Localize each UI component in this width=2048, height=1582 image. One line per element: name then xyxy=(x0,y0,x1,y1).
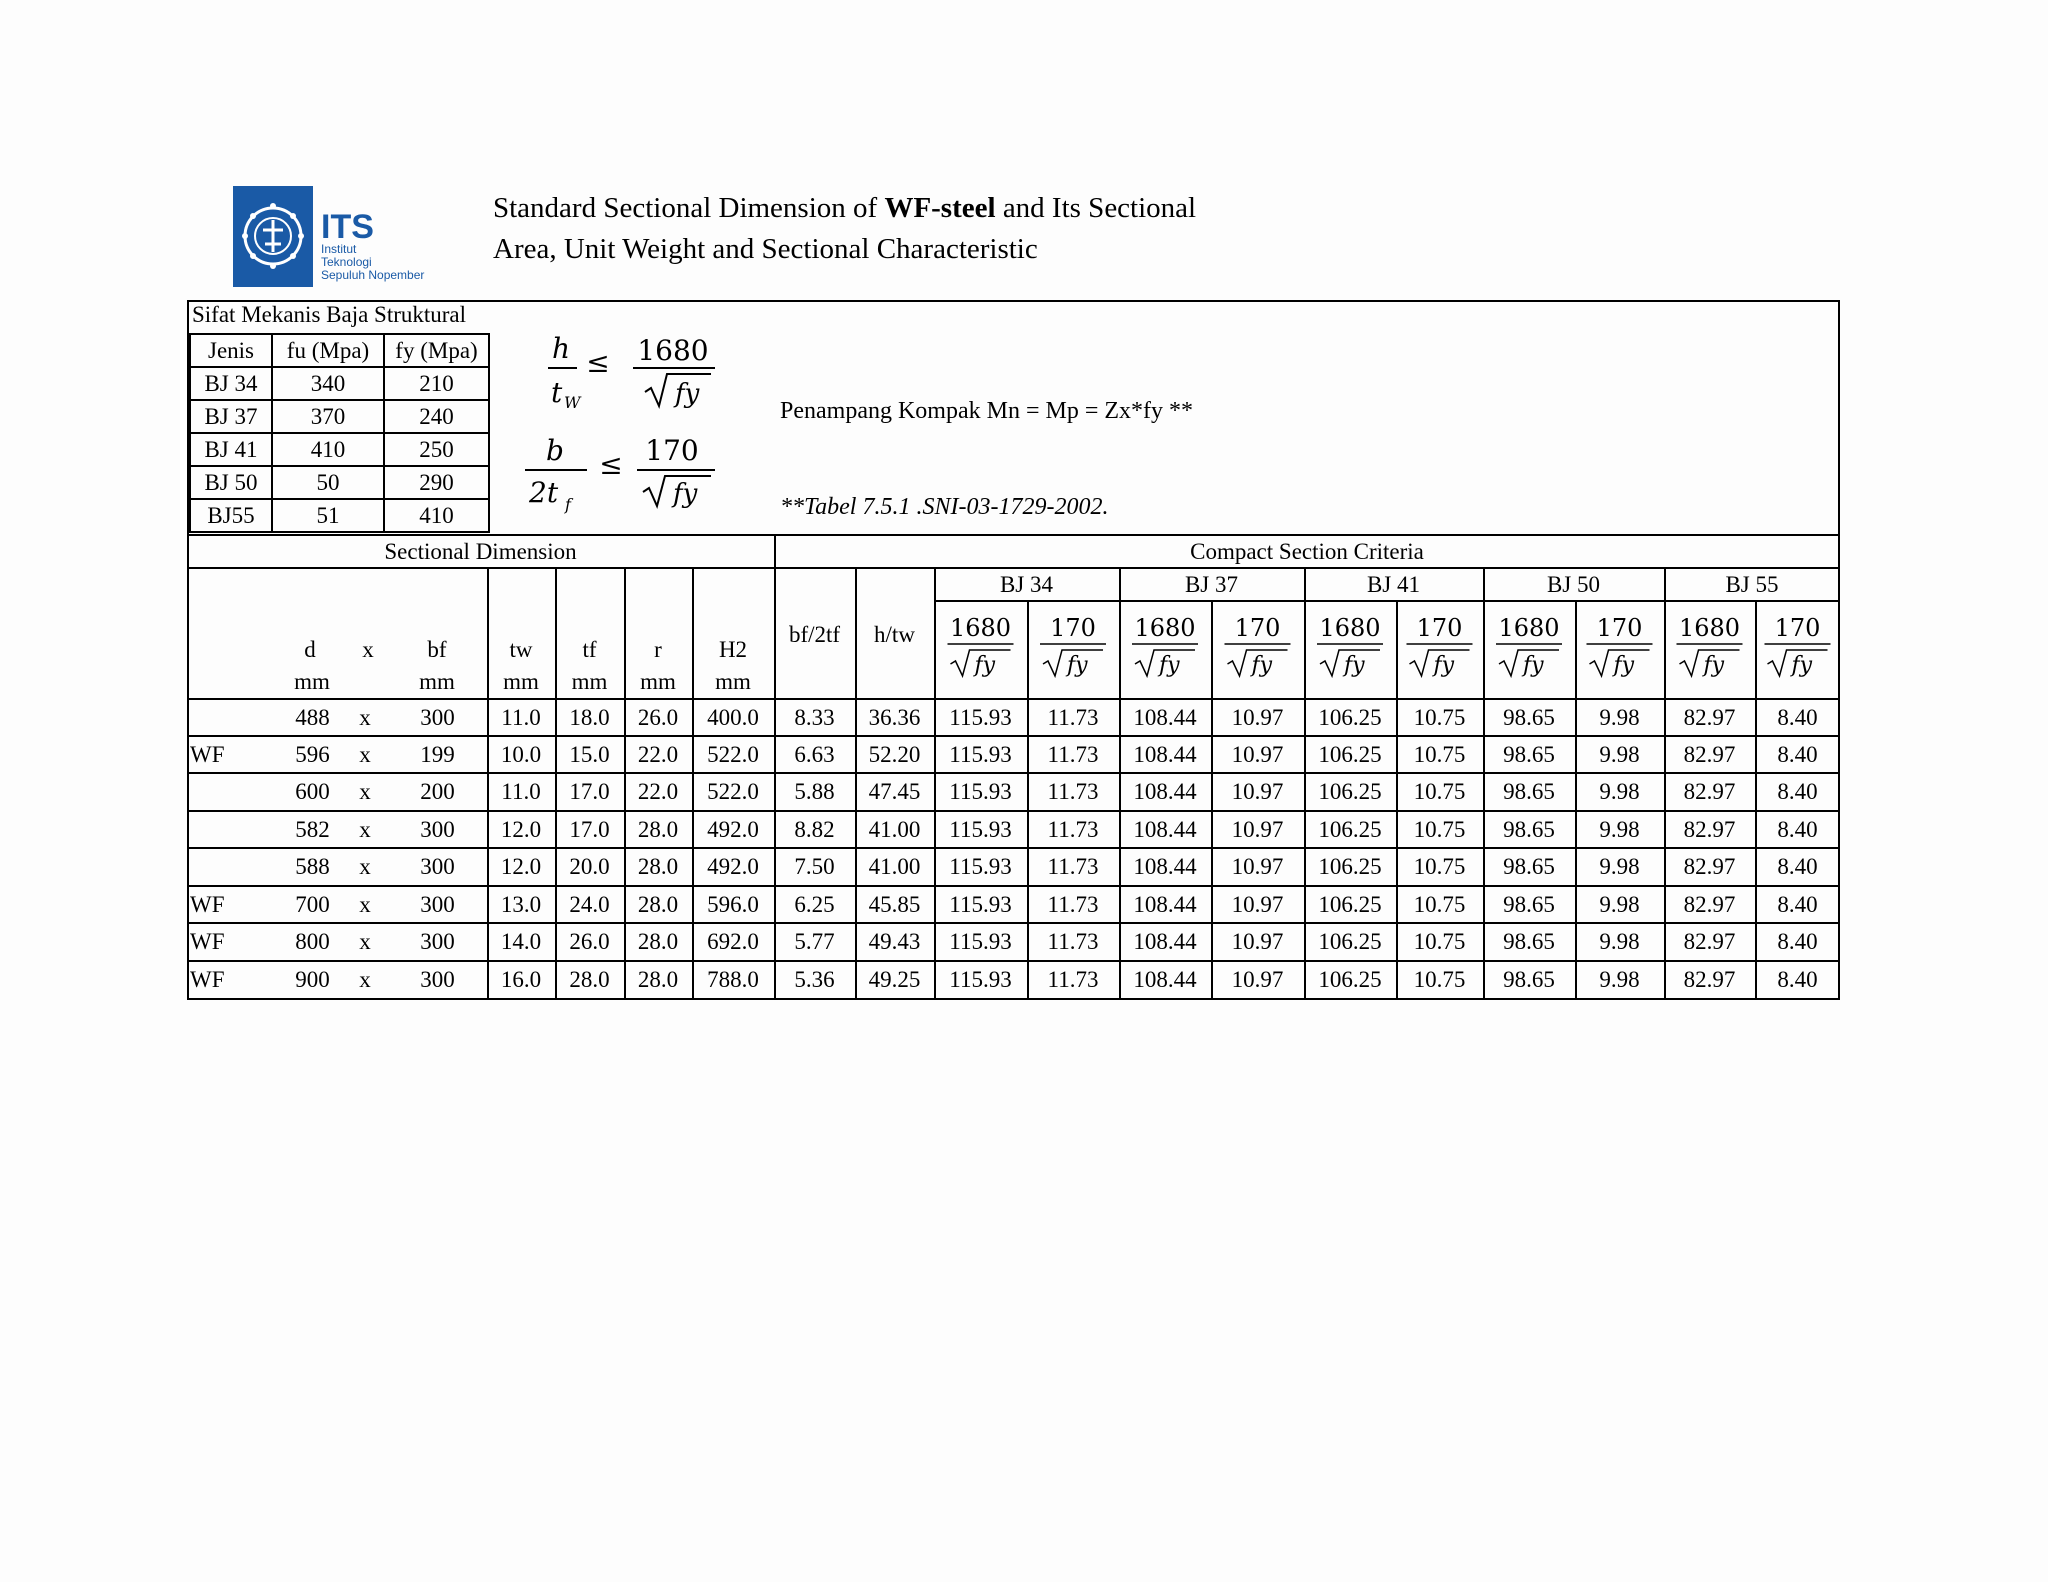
table-cell: 6.25 xyxy=(794,892,835,917)
table-cell: 300 xyxy=(420,817,455,842)
table-cell: 108.44 xyxy=(1133,929,1197,954)
table-cell: 9.98 xyxy=(1599,817,1640,842)
section-type xyxy=(190,774,270,810)
properties-header: fy (Mpa) xyxy=(384,334,489,367)
table-cell: 10.97 xyxy=(1231,742,1284,767)
table-cell: 9.98 xyxy=(1599,779,1640,804)
table-cell: 10.75 xyxy=(1413,854,1466,879)
table-cell: 10.0 xyxy=(500,742,542,767)
table-cell: x xyxy=(359,929,371,954)
table-cell: 300 xyxy=(420,892,455,917)
table-cell: 49.43 xyxy=(868,929,921,954)
sectional-dimension-title: Sectional Dimension xyxy=(384,539,577,564)
table-cell: 6.63 xyxy=(794,742,835,767)
table-cell: x xyxy=(359,854,371,879)
table-cell: 16.0 xyxy=(500,967,542,992)
table-cell: 82.97 xyxy=(1683,742,1736,767)
table-cell: 300 xyxy=(420,854,455,879)
section-type xyxy=(190,849,270,885)
f2-constant: 170 xyxy=(645,434,699,467)
table-cell: 8.40 xyxy=(1777,854,1818,879)
table-cell: 10.97 xyxy=(1231,967,1284,992)
table-cell: 11.73 xyxy=(1047,892,1099,917)
properties-row xyxy=(190,367,489,400)
f1-constant: 1680 xyxy=(637,334,709,367)
table-cell: 106.25 xyxy=(1318,854,1382,879)
title-bold: WF-steel xyxy=(884,192,996,224)
table-cell: 522.0 xyxy=(707,779,759,804)
table-cell: 115.93 xyxy=(949,929,1012,954)
table-cell: 115.93 xyxy=(949,742,1012,767)
criteria-fraction-header xyxy=(1304,604,1396,694)
criteria-fraction-header xyxy=(1396,604,1483,694)
table-cell: 106.25 xyxy=(1318,742,1382,767)
table-cell: 28.0 xyxy=(637,817,679,842)
table-cell: 108.44 xyxy=(1133,854,1197,879)
header-bf2tf: bf/2tf xyxy=(788,622,841,647)
header-x: x xyxy=(362,637,374,662)
title-part1: Standard Sectional Dimension of xyxy=(493,192,885,224)
criteria-fraction-header xyxy=(1755,604,1840,694)
properties-cell: 290 xyxy=(384,466,489,499)
table-cell: 9.98 xyxy=(1599,854,1640,879)
properties-header: Jenis xyxy=(190,334,272,367)
fraction-root: fy xyxy=(1344,653,1365,678)
fraction-root: fy xyxy=(1703,653,1725,678)
document-title xyxy=(493,188,1196,270)
table-cell: 82.97 xyxy=(1683,705,1736,730)
table-cell: 17.0 xyxy=(569,817,610,842)
f1-denominator: t xyxy=(551,376,563,409)
properties-cell: 250 xyxy=(384,433,489,466)
table-cell: 18.0 xyxy=(569,705,610,730)
header-htw: h/tw xyxy=(874,622,915,647)
table-cell: 26.0 xyxy=(637,705,679,730)
table-cell: 10.75 xyxy=(1413,705,1466,730)
table-cell: 9.98 xyxy=(1599,929,1640,954)
fraction-root: fy xyxy=(1433,653,1455,678)
table-cell: 98.65 xyxy=(1503,854,1555,879)
table-cell: 11.73 xyxy=(1047,817,1099,842)
compact-section-note: Penampang Kompak Mn = Mp = Zx*fy ** xyxy=(780,398,1194,424)
logo-line3: Sepuluh Nopember xyxy=(321,268,425,282)
table-cell: x xyxy=(359,705,371,730)
table-cell: x xyxy=(359,779,371,804)
table-cell: 106.25 xyxy=(1318,967,1382,992)
title-part2: and Its Sectional xyxy=(995,192,1197,224)
table-cell: 41.00 xyxy=(868,854,921,879)
criteria-fraction-header xyxy=(1664,604,1755,694)
table-cell: 115.93 xyxy=(949,854,1012,879)
section-type: WF xyxy=(190,892,225,917)
table-cell: 5.77 xyxy=(794,929,835,954)
fraction-numerator: 1680 xyxy=(1134,614,1196,642)
table-cell: 98.65 xyxy=(1503,779,1555,804)
table-cell: 28.0 xyxy=(637,892,679,917)
table-cell: 12.0 xyxy=(500,854,542,879)
fraction-numerator: 170 xyxy=(1774,614,1821,642)
properties-cell: 370 xyxy=(272,400,384,433)
table-cell: 596.0 xyxy=(707,892,759,917)
fraction-numerator: 170 xyxy=(1234,614,1281,642)
table-cell: 98.65 xyxy=(1503,817,1555,842)
compact-criteria-title: Compact Section Criteria xyxy=(1190,539,1424,564)
table-cell: 10.75 xyxy=(1413,779,1466,804)
fraction-numerator: 1680 xyxy=(949,614,1012,642)
table-cell: 12.0 xyxy=(500,817,542,842)
table-cell: 82.97 xyxy=(1683,967,1736,992)
grade-label: BJ 34 xyxy=(999,572,1054,597)
table-cell: 788.0 xyxy=(707,967,759,992)
table-cell: 300 xyxy=(420,705,455,730)
grade-label: BJ 37 xyxy=(1184,572,1239,597)
table-cell: 115.93 xyxy=(949,967,1012,992)
table-cell: x xyxy=(359,817,371,842)
f1-root: fy xyxy=(675,379,700,409)
unit-label: mm xyxy=(419,669,455,694)
table-cell: 108.44 xyxy=(1133,892,1197,917)
properties-row xyxy=(190,400,489,433)
fraction-root: fy xyxy=(1791,653,1813,678)
table-cell: 692.0 xyxy=(707,929,759,954)
properties-cell: BJ55 xyxy=(190,499,272,532)
fraction-root: fy xyxy=(1523,653,1544,678)
table-cell: 5.88 xyxy=(794,779,835,804)
row-divider xyxy=(187,998,1840,1000)
section-type: WF xyxy=(190,967,225,992)
f1-numerator: h xyxy=(551,332,571,365)
table-cell: 98.65 xyxy=(1503,742,1555,767)
table-cell: 106.25 xyxy=(1318,705,1382,730)
properties-cell: BJ 37 xyxy=(190,400,272,433)
flange-slenderness-formula xyxy=(515,430,725,516)
table-cell: 13.0 xyxy=(500,892,542,917)
header-bf: bf xyxy=(427,637,447,662)
table-cell: 10.75 xyxy=(1413,892,1466,917)
properties-row xyxy=(190,433,489,466)
table-cell: 7.50 xyxy=(794,854,835,879)
table-cell: 492.0 xyxy=(707,817,759,842)
table-cell: 8.40 xyxy=(1777,892,1818,917)
table-cell: 9.98 xyxy=(1599,892,1640,917)
table-cell: 45.85 xyxy=(868,892,921,917)
table-cell: 11.73 xyxy=(1047,779,1099,804)
section-type: WF xyxy=(190,929,225,954)
fraction-numerator: 1680 xyxy=(1678,614,1741,642)
properties-cell: 210 xyxy=(384,367,489,400)
properties-cell: 340 xyxy=(272,367,384,400)
properties-table xyxy=(189,333,490,533)
table-cell: 82.97 xyxy=(1683,892,1736,917)
table-cell: 82.97 xyxy=(1683,854,1736,879)
section-type xyxy=(190,700,270,735)
table-cell: 106.25 xyxy=(1318,779,1382,804)
table-cell: 10.97 xyxy=(1231,854,1284,879)
criteria-fraction-header xyxy=(1211,604,1304,694)
table-cell: 700 xyxy=(295,892,330,917)
table-cell: 10.97 xyxy=(1231,817,1284,842)
f2-root: fy xyxy=(673,479,698,509)
table-cell: 82.97 xyxy=(1683,929,1736,954)
table-cell: x xyxy=(359,967,371,992)
properties-cell: 410 xyxy=(384,499,489,532)
properties-cell: 410 xyxy=(272,433,384,466)
table-cell: 28.0 xyxy=(637,967,679,992)
properties-cell: 240 xyxy=(384,400,489,433)
table-cell: 28.0 xyxy=(569,967,610,992)
table-cell: 52.20 xyxy=(868,742,921,767)
table-cell: 400.0 xyxy=(707,705,759,730)
table-cell: 10.97 xyxy=(1231,779,1284,804)
fraction-root: fy xyxy=(1251,653,1273,678)
title-line2: Area, Unit Weight and Sectional Characteristic xyxy=(493,233,1038,265)
table-cell: 108.44 xyxy=(1133,742,1197,767)
table-cell: 522.0 xyxy=(707,742,759,767)
logo-line2: Teknologi xyxy=(321,255,372,269)
table-cell: 11.73 xyxy=(1047,742,1099,767)
table-cell: 108.44 xyxy=(1133,817,1197,842)
unit-label: mm xyxy=(294,669,330,694)
properties-row xyxy=(190,499,489,532)
table-cell: 300 xyxy=(420,929,455,954)
fraction-numerator: 170 xyxy=(1416,614,1463,642)
criteria-fraction-header xyxy=(1483,604,1575,694)
table-cell: 8.40 xyxy=(1777,929,1818,954)
table-cell: 11.73 xyxy=(1047,967,1099,992)
table-cell: 24.0 xyxy=(569,892,610,917)
table-cell: 10.75 xyxy=(1413,742,1466,767)
grade-header-divider xyxy=(934,600,1840,602)
table-cell: 8.40 xyxy=(1777,742,1818,767)
properties-title: Sifat Mekanis Baja Struktural xyxy=(192,302,467,327)
table-cell: 9.98 xyxy=(1599,705,1640,730)
table-cell: 8.40 xyxy=(1777,779,1818,804)
properties-cell: BJ 34 xyxy=(190,367,272,400)
table-cell: x xyxy=(359,892,371,917)
table-cell: 600 xyxy=(295,779,330,804)
table-cell: 582 xyxy=(295,817,330,842)
table-cell: 10.75 xyxy=(1413,967,1466,992)
section-type xyxy=(190,812,270,847)
table-cell: 26.0 xyxy=(569,929,610,954)
grade-label: BJ 55 xyxy=(1725,572,1779,597)
table-cell: 115.93 xyxy=(949,892,1012,917)
table-cell: 596 xyxy=(295,742,330,767)
fraction-numerator: 1680 xyxy=(1498,614,1560,642)
table-cell: 41.00 xyxy=(868,817,921,842)
table-cell: 8.40 xyxy=(1777,705,1818,730)
table-cell: 115.93 xyxy=(949,705,1012,730)
table-cell: 10.97 xyxy=(1231,929,1284,954)
table-cell: 11.73 xyxy=(1047,705,1099,730)
unit-label: mm xyxy=(503,669,539,694)
table-cell: 82.97 xyxy=(1683,817,1736,842)
table-cell: 82.97 xyxy=(1683,779,1736,804)
unit-label: mm xyxy=(715,669,751,694)
table-cell: 98.65 xyxy=(1503,929,1555,954)
logo-line1: Institut xyxy=(321,242,357,256)
table-cell: 11.73 xyxy=(1047,854,1099,879)
table-cell: 20.0 xyxy=(569,854,610,879)
criteria-fraction-header xyxy=(1575,604,1664,694)
table-cell: 200 xyxy=(420,779,455,804)
table-cell: 10.97 xyxy=(1231,705,1284,730)
table-cell: 10.97 xyxy=(1231,892,1284,917)
its-logo xyxy=(233,186,448,287)
table-cell: 98.65 xyxy=(1503,705,1555,730)
table-cell: 106.25 xyxy=(1318,929,1382,954)
header-tf: tf xyxy=(582,637,597,662)
standard-reference: **Tabel 7.5.1 .SNI-03-1729-2002. xyxy=(780,494,1109,520)
table-cell: 108.44 xyxy=(1133,967,1197,992)
fraction-numerator: 170 xyxy=(1050,614,1096,642)
properties-cell: BJ 50 xyxy=(190,466,272,499)
table-cell: 5.36 xyxy=(794,967,835,992)
table-cell: 492.0 xyxy=(707,854,759,879)
logo-brand: ITS xyxy=(321,208,374,246)
grade-label: BJ 50 xyxy=(1546,572,1601,597)
header-d: d xyxy=(304,637,316,662)
section-type: WF xyxy=(190,742,225,767)
header-r: r xyxy=(654,637,662,662)
header-h2: H2 xyxy=(718,637,748,662)
f2-den-sub: f xyxy=(565,495,571,514)
f1-leq: ≤ xyxy=(586,346,610,379)
table-cell: 588 xyxy=(295,854,330,879)
table-cell: 199 xyxy=(420,742,455,767)
table-cell: 10.75 xyxy=(1413,929,1466,954)
table-cell: 106.25 xyxy=(1318,817,1382,842)
f2-leq: ≤ xyxy=(599,448,623,481)
fraction-root: fy xyxy=(1159,653,1180,678)
properties-cell: 50 xyxy=(272,466,384,499)
table-cell: 8.40 xyxy=(1777,967,1818,992)
fraction-root: fy xyxy=(974,653,996,678)
table-cell: 115.93 xyxy=(949,817,1012,842)
table-cell: 800 xyxy=(295,929,330,954)
table-cell: 49.25 xyxy=(868,967,921,992)
criteria-fraction-header xyxy=(1027,604,1119,694)
f2-numerator: b xyxy=(546,434,564,467)
criteria-fraction-header xyxy=(934,604,1027,694)
table-cell: 98.65 xyxy=(1503,892,1555,917)
f2-denominator: 2t xyxy=(529,476,559,509)
table-cell: 8.82 xyxy=(794,817,835,842)
properties-row xyxy=(190,466,489,499)
table-cell: 28.0 xyxy=(637,929,679,954)
f1-den-sub: W xyxy=(564,393,581,412)
table-cell: 36.36 xyxy=(868,705,921,730)
table-cell: 10.75 xyxy=(1413,817,1466,842)
table-cell: 11.73 xyxy=(1047,929,1099,954)
table-cell: 300 xyxy=(420,967,455,992)
table-cell: 108.44 xyxy=(1133,779,1197,804)
fraction-numerator: 170 xyxy=(1596,614,1643,642)
table-cell: 22.0 xyxy=(637,779,679,804)
header-tw: tw xyxy=(509,637,533,662)
table-cell: 9.98 xyxy=(1599,742,1640,767)
table-cell: 22.0 xyxy=(637,742,679,767)
table-cell: 900 xyxy=(295,967,330,992)
unit-label: mm xyxy=(640,669,676,694)
properties-header-row xyxy=(190,334,489,367)
criteria-fraction-header xyxy=(1119,604,1211,694)
table-cell: 15.0 xyxy=(569,742,610,767)
web-slenderness-formula xyxy=(515,328,725,414)
fraction-root: fy xyxy=(1067,653,1088,678)
table-cell: 28.0 xyxy=(637,854,679,879)
table-cell: 11.0 xyxy=(501,705,541,730)
table-cell: 98.65 xyxy=(1503,967,1555,992)
table-cell: 488 xyxy=(295,705,330,730)
table-cell: 106.25 xyxy=(1318,892,1382,917)
table-cell: 47.45 xyxy=(868,779,921,804)
table-cell: 108.44 xyxy=(1133,705,1197,730)
table-cell: 17.0 xyxy=(569,779,610,804)
table-cell: 8.33 xyxy=(794,705,835,730)
grade-label: BJ 41 xyxy=(1366,572,1421,597)
properties-header: fu (Mpa) xyxy=(272,334,384,367)
table-cell: x xyxy=(359,742,371,767)
table-cell: 11.0 xyxy=(501,779,541,804)
properties-cell: BJ 41 xyxy=(190,433,272,466)
table-cell: 8.40 xyxy=(1777,817,1818,842)
fraction-numerator: 1680 xyxy=(1319,614,1381,642)
fraction-root: fy xyxy=(1613,653,1635,678)
properties-cell: 51 xyxy=(272,499,384,532)
table-cell: 14.0 xyxy=(500,929,542,954)
unit-label: mm xyxy=(571,669,608,694)
table-cell: 9.98 xyxy=(1599,967,1640,992)
table-cell: 115.93 xyxy=(949,779,1012,804)
